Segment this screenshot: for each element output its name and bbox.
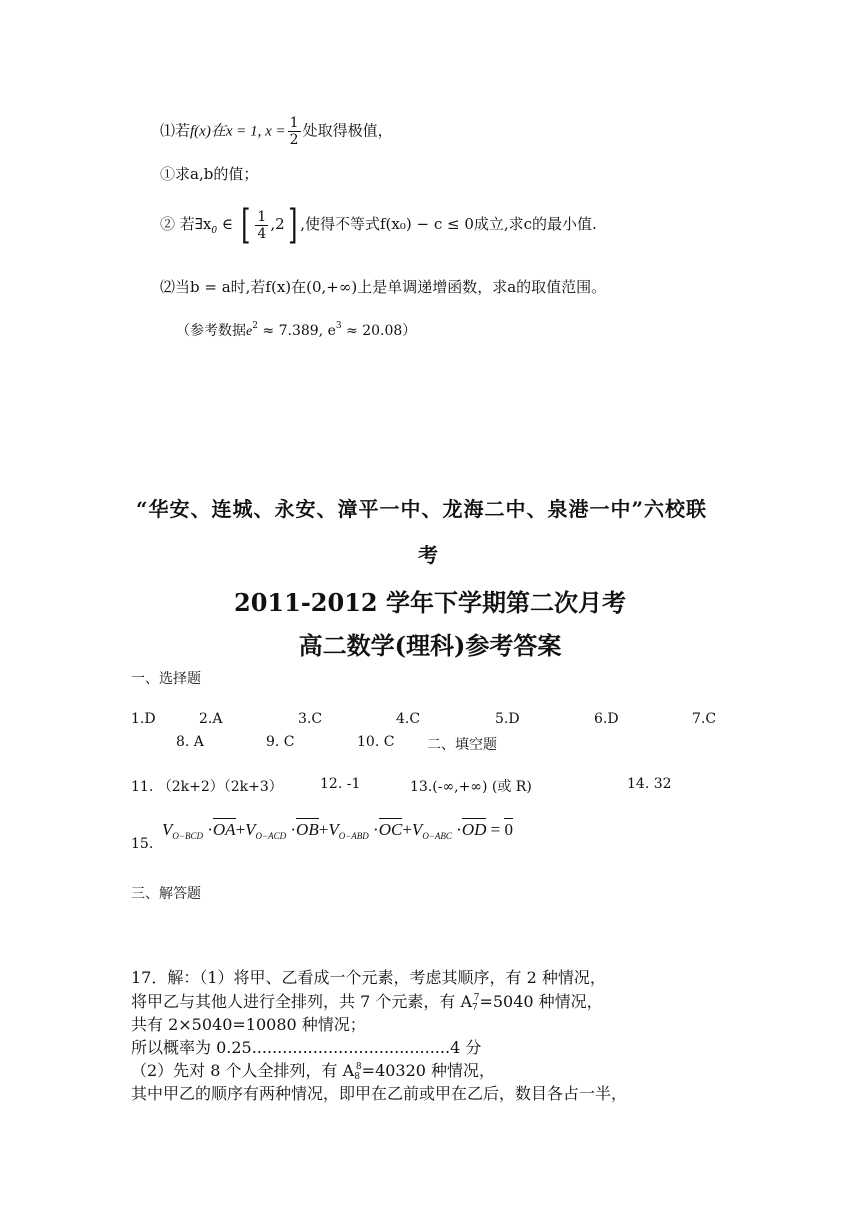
- exam-title: 2011-2012 学年下学期第二次月考: [234, 588, 626, 617]
- answer-3: 3.C: [298, 711, 323, 727]
- solution-line-3: 共有 2×5040=10080 种情况；: [131, 1015, 366, 1034]
- question-2: [160, 202, 597, 248]
- fraction-num: 1: [257, 208, 267, 225]
- solution-line-2b: =5040 种情况，: [479, 992, 603, 1011]
- volume-symbol: V: [328, 820, 339, 839]
- vector-od: OD: [461, 820, 487, 839]
- answer-10: 10. C: [357, 734, 395, 750]
- vector-ob: OB: [296, 820, 319, 839]
- ref-e: e: [246, 324, 253, 339]
- section-solution-heading: 三、解答题: [131, 886, 201, 902]
- ref-prefix: （参考数据: [176, 323, 246, 339]
- condition-prefix: ⑴若: [160, 121, 191, 140]
- q2-in: ∈: [221, 215, 233, 233]
- school-list-title-cont: 考: [418, 543, 439, 567]
- condition-suffix: 处取得极值，: [302, 121, 393, 140]
- part-2-question: ⑵当b = a时,若f(x)在(0,+∞)上是单调递增函数，求a的取值范围。: [160, 278, 607, 296]
- section-choice-heading: 一、选择题: [131, 671, 201, 687]
- answer-13: 13.(-∞,+∞) (或 R): [410, 779, 532, 795]
- q2-after: ,2: [270, 215, 285, 233]
- answer-1: 1.D: [131, 711, 156, 727]
- q2-suffix: ,使得不等式f(x₀) − c ≤ 0成立,求c的最小值.: [300, 215, 597, 233]
- volume-subscript: O−ABC: [422, 831, 452, 841]
- condition-expr: f(x)在x = 1, x =: [190, 123, 286, 140]
- solution-line-4: 所以概率为 0.25.......................................4 分: [131, 1038, 482, 1057]
- answer-15-formula: $V_{O-BCD} \cdot OA+V_{O-ACD} \cdot OB+V_{O-ABD} \cdot OC+V_{O-ABC} \cdot OD = 0$: [162, 820, 513, 841]
- reference-data: [176, 320, 416, 340]
- perm-subscript: 8: [354, 1072, 360, 1082]
- answer-5: 5.D: [495, 711, 520, 727]
- solution-line-5: [131, 1058, 495, 1082]
- fraction-den: 4: [257, 225, 267, 242]
- ref-cube: 3: [335, 321, 342, 331]
- fraction-den: 2: [289, 132, 299, 148]
- perm-superscript: 8: [355, 1062, 362, 1072]
- ref-square: 2: [252, 321, 258, 331]
- perm-subscript: 7: [472, 1003, 478, 1013]
- answer-8: 8. A: [176, 734, 204, 750]
- answer-12: 12. -1: [320, 776, 361, 792]
- left-bracket-icon: [: [240, 202, 251, 248]
- question-1: ①求a,b的值；: [160, 165, 259, 183]
- answer-4: 4.C: [396, 711, 421, 727]
- condition-fraction: [288, 115, 301, 148]
- solution-line-5b: =40320 种情况，: [361, 1061, 496, 1080]
- answer-key-title: 高二数学(理科)参考答案: [298, 631, 562, 660]
- vector-oa: OA: [212, 820, 236, 839]
- vector-oc: OC: [378, 820, 403, 839]
- volume-subscript: O−ACD: [255, 831, 287, 841]
- answer-6: 6.D: [594, 711, 619, 727]
- volume-subscript: O−BCD: [172, 831, 203, 841]
- solution-line-6: 其中甲乙的顺序有两种情况，即甲在乙前或甲在乙后，数目各占一半，: [131, 1084, 628, 1103]
- q2-prefix: ② 若∃x: [160, 215, 212, 233]
- solution-line-2: [131, 989, 603, 1013]
- answer-14: 14. 32: [627, 776, 672, 792]
- zero-vector: 0: [504, 820, 513, 839]
- volume-symbol: V: [411, 820, 423, 839]
- answer-7: 7.C: [692, 711, 717, 727]
- school-list-title: “华安、连城、永安、漳平一中、龙海二中、泉港一中”六校联: [136, 497, 708, 521]
- ref-mid: ≈ 7.389, e: [257, 323, 336, 339]
- perm-superscript: 7: [473, 993, 480, 1003]
- condition-line: [160, 115, 393, 148]
- q2-fraction: [255, 209, 268, 242]
- answer-15-label: 15.: [131, 836, 154, 852]
- volume-symbol: V: [245, 820, 256, 839]
- fraction-num: 1: [289, 115, 299, 131]
- solution-line-1: 17．解：（1）将甲、乙看成一个元素，考虑其顺序，有 2 种情况，: [131, 968, 606, 987]
- solution-line-5a: （2）先对 8 个人全排列，有 A: [131, 1061, 355, 1080]
- answer-2: 2.A: [199, 711, 223, 727]
- solution-line-2a: 将甲乙与其他人进行全排列，共 7 个元素，有 A: [131, 992, 472, 1011]
- volume-subscript: O−ABD: [338, 831, 369, 841]
- ref-end: ≈ 20.08）: [341, 323, 417, 339]
- answer-9: 9. C: [266, 734, 295, 750]
- answer-11: 11. （2k+2）（2k+3）: [131, 779, 283, 795]
- section-fill-heading: 二、填空题: [427, 737, 497, 753]
- right-bracket-icon: ]: [287, 202, 298, 248]
- volume-symbol: V: [162, 820, 173, 839]
- q2-subscript: 0: [211, 226, 218, 236]
